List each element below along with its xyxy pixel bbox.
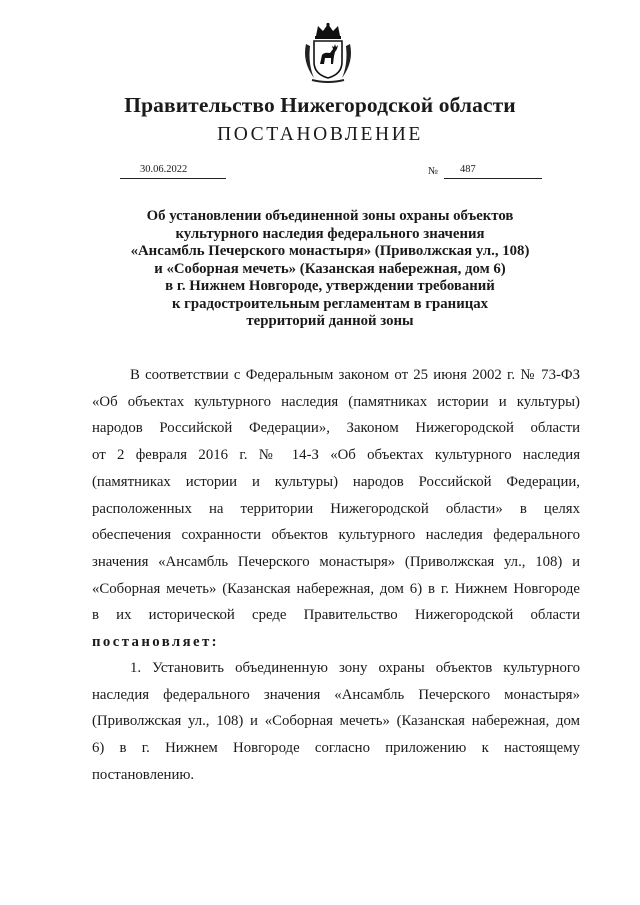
decree-word: постановляет:	[92, 634, 219, 651]
preamble-line: народов Российской Федерации», Законом Нижегородской области	[92, 420, 580, 437]
item-line: 6) в г. Нижнем Новгороде согласно приложению к настоящему	[92, 740, 580, 757]
preamble-paragraph	[92, 362, 580, 656]
preamble-line: (памятниках истории и культуры) народов Российской Федерации,	[92, 473, 580, 490]
preamble-line: «Об объектах культурного наследия (памятниках истории и культуры)	[92, 393, 580, 410]
preamble-line: значения «Ансамбль Печерского монастыря» (Приволжская ул., 108) и	[92, 553, 580, 570]
number-field	[444, 164, 542, 179]
date-field	[120, 164, 226, 179]
organization-name: Правительство Нижегородской области	[124, 93, 516, 117]
item-line: 1. Установить объединенную зону охраны объектов культурного	[130, 660, 580, 676]
title-line: и «Соборная мечеть» (Казанская набережная, дом 6)	[154, 260, 506, 277]
preamble-line: «Соборная мечеть» (Казанская набережная, дом 6) в г. Нижнем Новгороде	[92, 580, 580, 597]
item-line: наследия федерального значения «Ансамбль Печерского монастыря»	[92, 686, 580, 703]
preamble-line: В соответствии с Федеральным законом от 25 июня 2002 г. № 73-ФЗ	[130, 367, 580, 383]
title-line: к градостроительным регламентам в границах	[171, 295, 489, 312]
title-line: территорий данной зоны	[246, 313, 414, 329]
number-sign: №	[428, 166, 439, 177]
document-number: 487	[460, 164, 476, 175]
preamble-line: расположенных на территории Нижегородской области» в целях	[92, 500, 580, 517]
document-title	[100, 208, 560, 331]
preamble-line: в их исторической среде Правительство Нижегородской области	[92, 607, 580, 624]
title-line: в г. Нижнем Новгороде, утверждении требований	[165, 278, 495, 294]
title-line: «Ансамбль Печерского монастыря» (Приволжская ул., 108)	[130, 243, 530, 259]
item-line: постановлению.	[92, 766, 195, 783]
document-type: ПОСТАНОВЛЕНИЕ	[217, 124, 423, 145]
preamble-line: от 2 февраля 2016 г. № 14-З «Об объектах культурного наследия	[92, 447, 580, 464]
title-line: культурного наследия федерального значения	[175, 225, 485, 242]
item-1-paragraph	[92, 655, 580, 789]
title-line: Об установлении объединенной зоны охраны объектов	[146, 208, 514, 224]
coat-of-arms-icon	[300, 22, 356, 84]
preamble-line: обеспечения сохранности объектов культурного наследия федерального	[92, 527, 580, 544]
document-date: 30.06.2022	[140, 164, 188, 175]
item-line: (Приволжская ул., 108) и «Соборная мечеть» (Казанская набережная, дом	[92, 713, 580, 730]
